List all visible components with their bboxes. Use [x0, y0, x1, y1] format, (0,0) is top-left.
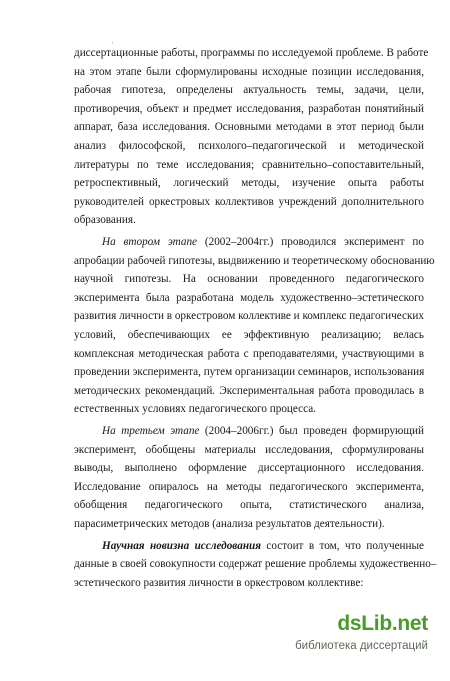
text-line: анализ философской, психолого–педагогической и методической — [74, 140, 424, 152]
text-line: диссертационные работы, программы по исследуемой проблеме. В работе — [74, 47, 429, 59]
text-line: образования. — [74, 214, 136, 227]
margin-mark: ' — [112, 42, 114, 48]
text-line: аппарат, база исследования. Основными методами в этот период были — [74, 121, 424, 134]
stage-heading: На втором этапе — [102, 236, 198, 248]
text-line: Научная новизна исследования состоит в том, что полученные — [102, 539, 424, 552]
text-line: данные в своей совокупности содержат решение проблемы художественно– — [74, 558, 437, 571]
text-line: развития личности в оркестровом коллективе и комплекс педагогических — [74, 310, 425, 323]
text-line: условий, обеспечивающих ее эффективную реализацию; велась — [74, 329, 424, 341]
text-line: научной гипотезы. На основании проведенного педагогического — [74, 273, 424, 286]
text-line: естественных условиях педагогического процесса. — [74, 403, 316, 416]
text-line: Исследование опиралось на методы педагогического эксперимента, — [74, 480, 424, 493]
text-line: эстетического развития личности в оркестровом коллективе: — [74, 576, 364, 589]
text-line: комплексная методическая работа с преподавателями, участвующими в — [74, 347, 424, 360]
text-line: проведении эксперимента, путем организации семинаров, использования — [74, 366, 425, 379]
stage-heading: На третьем этапе — [102, 425, 200, 437]
text-line: На втором этапе (2002–2004гг.) проводился эксперимент по — [102, 236, 424, 248]
dslib-watermark[interactable] — [295, 612, 440, 672]
text-line: На третьем этапе (2004–2006гг.) был проведен формирующий — [102, 425, 424, 437]
text-line: руководителей оркестровых коллективов учреждений дополнительного — [74, 195, 424, 208]
text-line: эксперимента была разработана модель художественно–эстетического — [74, 291, 424, 304]
text-line: ретроспективный, логический методы, изучение опыта работы — [74, 177, 424, 190]
dslib-subtitle: библиотека диссертаций — [295, 640, 428, 652]
text-line: рабочая гипотеза, определены актуальность темы, задачи, цели, — [74, 84, 424, 97]
text-line: эксперимент, обобщены материалы исследования, сформулированы — [74, 443, 424, 456]
section-heading: Научная новизна исследования — [102, 539, 262, 552]
text-line: противоречия, объект и предмет исследования, разработан понятийный — [74, 102, 424, 115]
text-line: обобщения педагогического опыта, статистического анализа, — [74, 499, 424, 512]
dslib-logo: dsLib.net — [337, 612, 428, 635]
text-line: выводы, выполнено оформление диссертационного исследования. — [74, 462, 424, 475]
text-line: парасиметрических методов (анализа результатов деятельности). — [74, 518, 385, 530]
text-line: на этом этапе были сформулированы исходные позиции исследования, — [74, 65, 424, 78]
text-line: апробации рабочей гипотезы, выдвижению и теоретическому обоснованию — [74, 254, 435, 267]
text-line: методических рекомендаций. Экспериментальная работа проводилась в — [74, 384, 424, 397]
text-line: литературы по теме исследования; сравнительно–сопоставительный, — [74, 158, 424, 171]
